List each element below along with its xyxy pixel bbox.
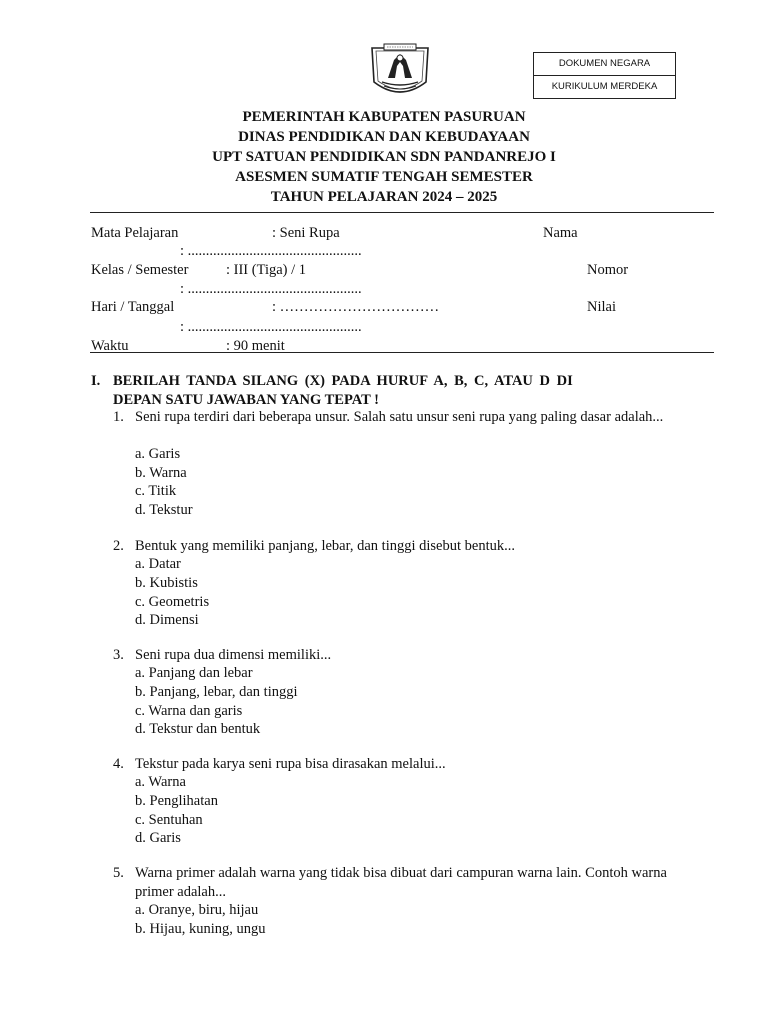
section-title-line-1: BERILAH TANDA SILANG (X) PADA HURUF A, B, C, ATAU D DI [113,373,573,389]
hari-label: Hari / Tanggal [91,299,175,315]
header-line-2: DINAS PENDIDIKAN DAN KEBUDAYAAN [238,129,530,145]
answer-option-a[interactable]: a. Oranye, biru, hijau [135,902,259,918]
waktu-value: : 90 menit [226,338,285,354]
header-line-1: PEMERINTAH KABUPATEN PASURUAN [242,109,526,125]
header-line-5: TAHUN PELAJARAN 2024 – 2025 [270,189,498,205]
doc-label-kurikulum: KURIKULUM MERDEKA [534,75,675,98]
question-text: Seni rupa terdiri dari beberapa unsur. Salah satu unsur seni rupa yang paling dasar adalah... [135,409,664,425]
info-divider [90,352,714,353]
answer-option-d[interactable]: d. Garis [135,830,181,846]
question-text: Tekstur pada karya seni rupa bisa dirasakan melalui... [135,756,446,772]
answer-option-b[interactable]: b. Panjang, lebar, dan tinggi [135,684,298,700]
answer-option-a[interactable]: a. Warna [135,774,186,790]
answer-option-d[interactable]: d. Tekstur dan bentuk [135,721,261,737]
answer-option-a[interactable]: a. Garis [135,446,181,462]
answer-option-c[interactable]: c. Titik [135,483,177,499]
answer-option-b[interactable]: b. Warna [135,465,187,481]
header-line-3: UPT SATUAN PENDIDIKAN SDN PANDANREJO I [212,149,556,165]
question-2 [113,537,693,631]
question-number: 4. [113,756,124,772]
section-number: I. [91,373,101,389]
question-1 [113,408,693,520]
question-text: Warna primer adalah warna yang tidak bisa dibuat dari campuran warna lain. Contoh warna primer adalah... [135,865,667,900]
nilai-label: Nilai [587,299,616,315]
header-line-4: ASESMEN SUMATIF TENGAH SEMESTER [235,169,533,185]
answer-option-c[interactable]: c. Geometris [135,594,210,610]
hari-field[interactable]: : …………………………… [272,299,440,315]
nilai-field[interactable]: : ................................................ [180,319,362,335]
regency-emblem-logo [368,42,432,100]
header-divider [90,212,714,213]
question-3 [113,646,693,740]
answer-option-b[interactable]: b. Kubistis [135,575,198,591]
question-5 [113,864,693,940]
nomor-label: Nomor [587,262,629,278]
answer-option-a[interactable]: a. Datar [135,556,181,572]
answer-option-d[interactable]: d. Tekstur [135,502,193,518]
kelas-label: Kelas / Semester [91,262,189,278]
nomor-field[interactable]: : ................................................ [180,281,362,297]
answer-option-c[interactable]: c. Warna dan garis [135,703,243,719]
answer-option-b[interactable]: b. Penglihatan [135,793,218,809]
question-text: Seni rupa dua dimensi memiliki... [135,647,332,663]
question-number: 3. [113,647,124,663]
nama-field[interactable]: : ................................................ [180,243,362,259]
doc-label-dokumen-negara: DOKUMEN NEGARA [558,58,651,69]
waktu-label: Waktu [91,338,129,354]
question-4 [113,755,693,849]
question-text: Bentuk yang memiliki panjang, lebar, dan tinggi disebut bentuk... [135,538,515,554]
answer-option-c[interactable]: c. Sentuhan [135,812,203,828]
mapel-value: : Seni Rupa [272,225,340,241]
question-number: 1. [113,409,124,425]
nama-label: Nama [543,225,578,241]
section-title-line-2: DEPAN SATU JAWABAN YANG TEPAT ! [113,392,380,408]
question-number: 5. [113,865,124,881]
document-label-box [533,52,676,99]
kelas-value: : III (Tiga) / 1 [226,262,307,278]
answer-option-a[interactable]: a. Panjang dan lebar [135,665,253,681]
question-number: 2. [113,538,124,554]
mapel-label: Mata Pelajaran [91,225,179,241]
answer-option-d[interactable]: d. Dimensi [135,612,199,628]
answer-option-b[interactable]: b. Hijau, kuning, ungu [135,921,266,937]
